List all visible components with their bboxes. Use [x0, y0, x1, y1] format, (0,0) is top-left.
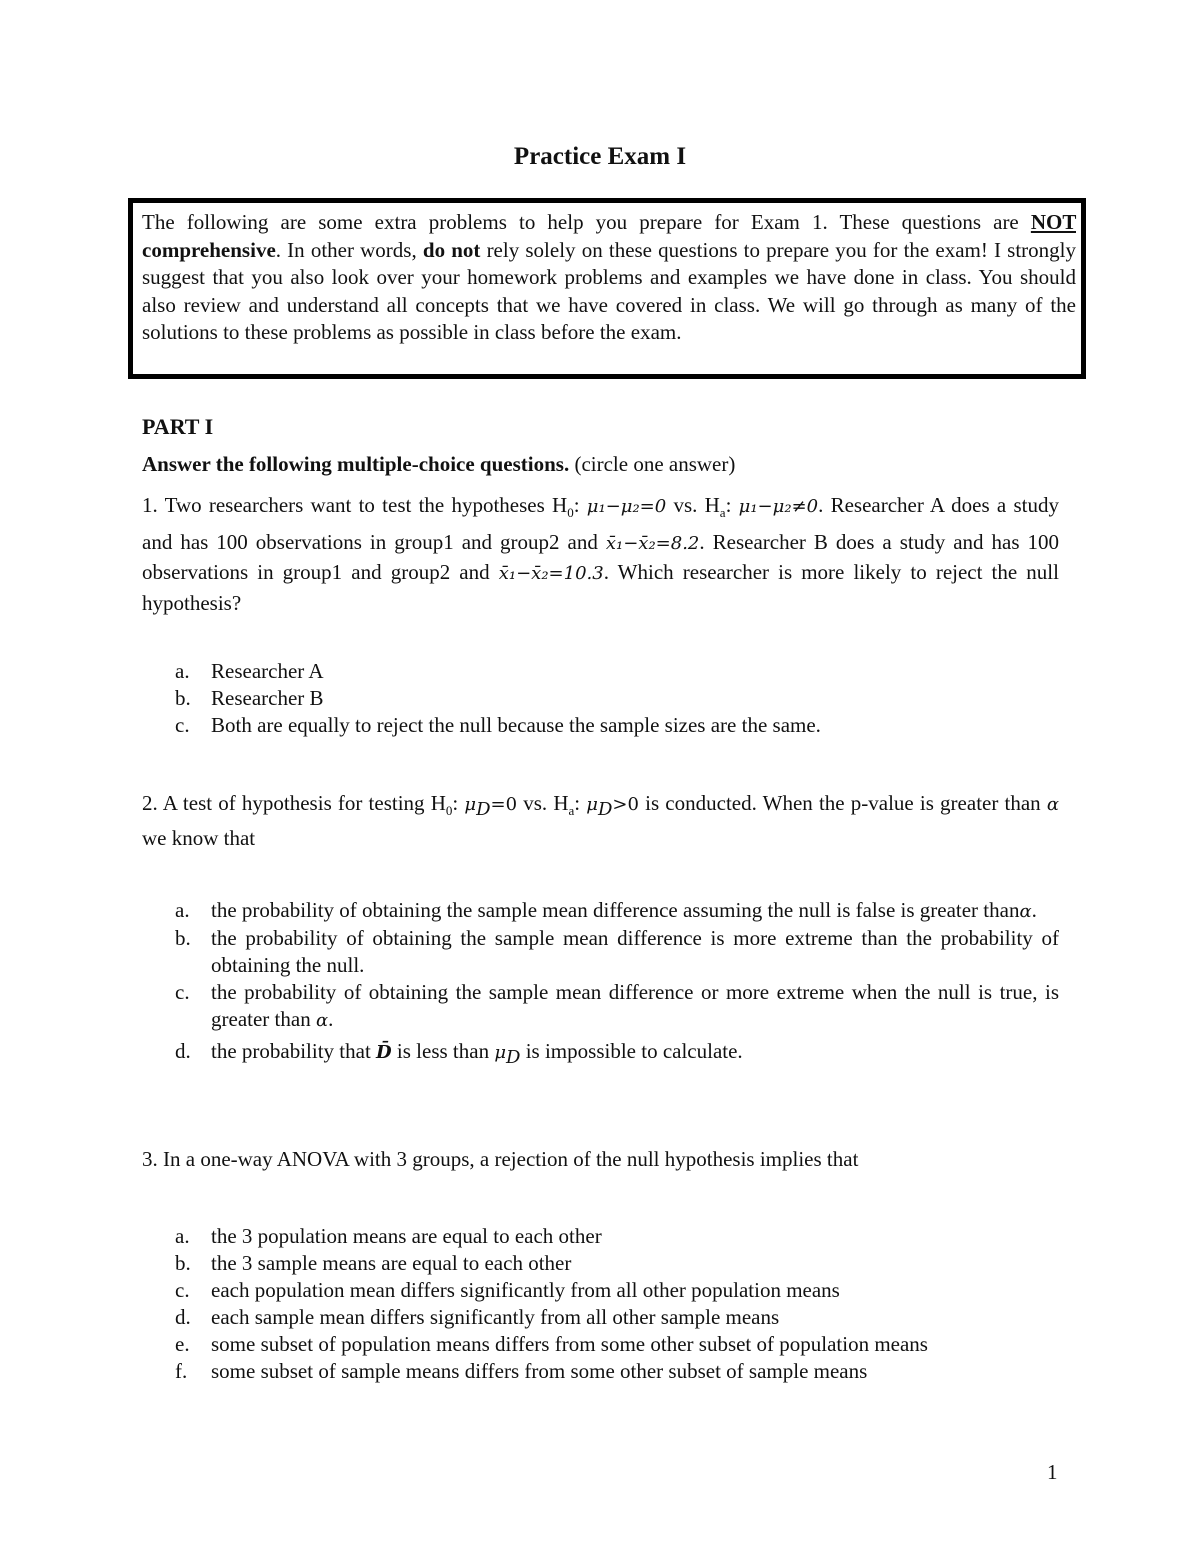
q1-text-2: . Researcher A does a study and has 100 observations in group1 and group2 and	[142, 493, 1059, 554]
q2-colon: :	[452, 791, 465, 815]
q2-vs: vs. H	[517, 791, 569, 815]
question-2	[142, 790, 1059, 852]
q2-text-3: we know that	[142, 825, 256, 850]
q1-option-b[interactable]: b. Researcher B	[175, 686, 324, 710]
part-heading: PART I	[142, 414, 214, 439]
q2-options	[175, 897, 1059, 1071]
q2-ha-sub: a	[568, 803, 575, 819]
q2-h0-sub: 0	[445, 803, 453, 819]
q1-ha-sub: a	[719, 505, 726, 521]
q1-text-3: . Researcher B does a study and has 100 observations in group1 and group2 and	[142, 529, 1059, 585]
notice-box	[128, 198, 1086, 379]
q1-diff-a: x̄₁−x̄₂=8.2	[605, 532, 700, 554]
q2-text-1: 2. A test of hypothesis for testing H	[142, 791, 446, 815]
notice-do-not: do not	[422, 237, 481, 262]
notice-not: NOT	[1030, 210, 1076, 234]
q3-option-f[interactable]: f. some subset of sample means differs from some other subset of sample means	[175, 1359, 868, 1383]
instruction-normal: (circle one answer)	[569, 452, 736, 476]
q1-h0-sub: 0	[567, 505, 574, 521]
question-1	[142, 491, 1059, 618]
q3-options	[175, 1223, 1059, 1385]
notice-text-2: . In other words,	[275, 237, 423, 262]
notice-text-3: rely solely on these questions to prepare you for the exam! I strongly suggest that you also look over your homework problems and examples we have done in class. You should also review and understand all concepts that we have covered in class. We will go through as many of the solutions to these problems as possible in class before the exam.	[142, 237, 1076, 344]
q1-text-4: . Which researcher is more likely to reject the null hypothesis?	[142, 560, 1059, 615]
d-bar-symbol: D̄	[376, 1042, 392, 1063]
q1-option-a[interactable]: a. Researcher A	[175, 659, 324, 683]
alpha-symbol: α	[315, 1010, 329, 1031]
q3-option-a[interactable]: a. the 3 population means are equal to each other	[175, 1224, 602, 1248]
mu-symbol: μ	[494, 1042, 507, 1063]
q2-option-d[interactable]: d. the probability that D̄ is less than $\mu_D$ is impossible to calculate.	[175, 1039, 743, 1069]
q3-option-b[interactable]: b. the 3 sample means are equal to each other	[175, 1251, 572, 1275]
q1-vs: vs. H	[666, 493, 720, 517]
q2-colon-2: :	[574, 791, 587, 815]
q1-colon: :	[573, 493, 587, 517]
q3-option-c[interactable]: c. each population mean differs significantly from all other population means	[175, 1278, 840, 1302]
q2-alt-mu-sub: D	[597, 799, 613, 821]
instruction-bold: Answer the following multiple-choice questions.	[142, 452, 570, 476]
q2-null-mu-sub: D	[476, 799, 491, 821]
q2-alt-mu: μ	[586, 794, 598, 815]
q1-alt-hypothesis: μ₁−μ₂≠0	[738, 496, 819, 517]
page-title: Practice Exam I	[513, 143, 687, 170]
q1-options	[175, 658, 1059, 739]
q2-null-mu: μ	[464, 794, 477, 815]
notice-comprehensive: comprehensive	[142, 237, 276, 262]
q2-text-2: is conducted. When the p-value is greater than	[638, 791, 1047, 815]
alpha-symbol: α	[1019, 901, 1032, 922]
question-3: 3. In a one-way ANOVA with 3 groups, a rejection of the null hypothesis implies that	[142, 1147, 859, 1171]
q1-colon-2: :	[725, 493, 739, 517]
q2-alpha: α	[1046, 794, 1059, 815]
q2-option-b[interactable]: b. the probability of obtaining the sample mean difference is more extreme than the probability of obtaining the null.	[175, 926, 1059, 977]
page-number: 1	[1047, 1460, 1058, 1484]
q3-option-e[interactable]: e. some subset of population means differs from some other subset of population means	[175, 1332, 928, 1356]
q3-option-d[interactable]: d. each sample mean differs significantly from all other sample means	[175, 1305, 780, 1329]
q2-option-a[interactable]: a. the probability of obtaining the sample mean difference assuming the null is false is greater thanα.	[175, 898, 1037, 922]
q1-option-c[interactable]: c. Both are equally to reject the null because the sample sizes are the same.	[175, 713, 821, 737]
q1-text-1: 1. Two researchers want to test the hypotheses H	[142, 493, 568, 517]
q2-alt-value: >0	[612, 794, 639, 815]
q1-diff-b: x̄₁−x̄₂=10.3	[498, 563, 604, 585]
q1-null-hypothesis: μ₁−μ₂=0	[586, 496, 667, 517]
notice-text-1: The following are some extra problems to help you prepare for Exam 1. These questions are	[142, 210, 1031, 234]
instruction	[142, 452, 735, 477]
q2-null-value: =0	[490, 794, 518, 815]
q2-option-c[interactable]: c. the probability of obtaining the sample mean difference or more extreme when the null is true, is greater than α.	[175, 980, 1059, 1031]
